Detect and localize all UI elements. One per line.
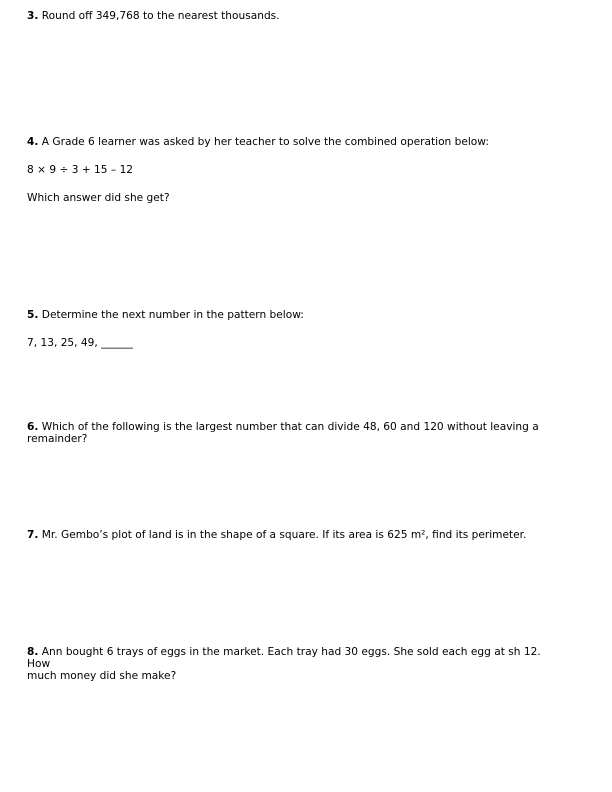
question-5-text bbox=[27, 309, 567, 321]
question-7-text bbox=[27, 529, 567, 541]
question-number: 8. bbox=[27, 646, 39, 658]
question-line: Round off 349,768 to the nearest thousands. bbox=[41, 10, 280, 22]
question-8 bbox=[27, 646, 567, 682]
question-5-pattern bbox=[27, 337, 567, 349]
question-4-prompt bbox=[27, 192, 567, 204]
question-line: Ann bought 6 trays of eggs in the market. Each tray had 30 eggs. She sold each egg at sh 12. How bbox=[27, 646, 545, 670]
question-4 bbox=[27, 136, 567, 148]
question-3 bbox=[27, 10, 567, 22]
question-8-text bbox=[27, 646, 567, 670]
question-number: 5. bbox=[27, 309, 39, 321]
question-line: Which of the following is the largest number that can divide 48, 60 and 120 without leaving a bbox=[41, 421, 539, 433]
question-4-expression bbox=[27, 164, 567, 176]
question-number: 3. bbox=[27, 10, 39, 22]
question-4-text bbox=[27, 136, 567, 148]
question-line-continued: much money did she make? bbox=[27, 670, 177, 682]
question-line: A Grade 6 learner was asked by her teacher to solve the combined operation below: bbox=[41, 136, 489, 148]
question-5 bbox=[27, 309, 567, 321]
question-line: Mr. Gembo’s plot of land is in the shape of a square. If its area is 625 m², find its perimeter. bbox=[41, 529, 527, 541]
question-number: 7. bbox=[27, 529, 39, 541]
question-line-continued: remainder? bbox=[27, 433, 88, 445]
question-number: 6. bbox=[27, 421, 39, 433]
question-6-text bbox=[27, 421, 567, 433]
question-3-text bbox=[27, 10, 567, 22]
expression-line: 8 × 9 ÷ 3 + 15 – 12 bbox=[27, 164, 134, 176]
question-line: Determine the next number in the pattern below: bbox=[41, 309, 304, 321]
question-6 bbox=[27, 421, 567, 445]
question-number: 4. bbox=[27, 136, 39, 148]
question-7 bbox=[27, 529, 567, 541]
pattern-line: 7, 13, 25, 49, ______ bbox=[27, 337, 133, 349]
question-line: Which answer did she get? bbox=[27, 192, 170, 204]
